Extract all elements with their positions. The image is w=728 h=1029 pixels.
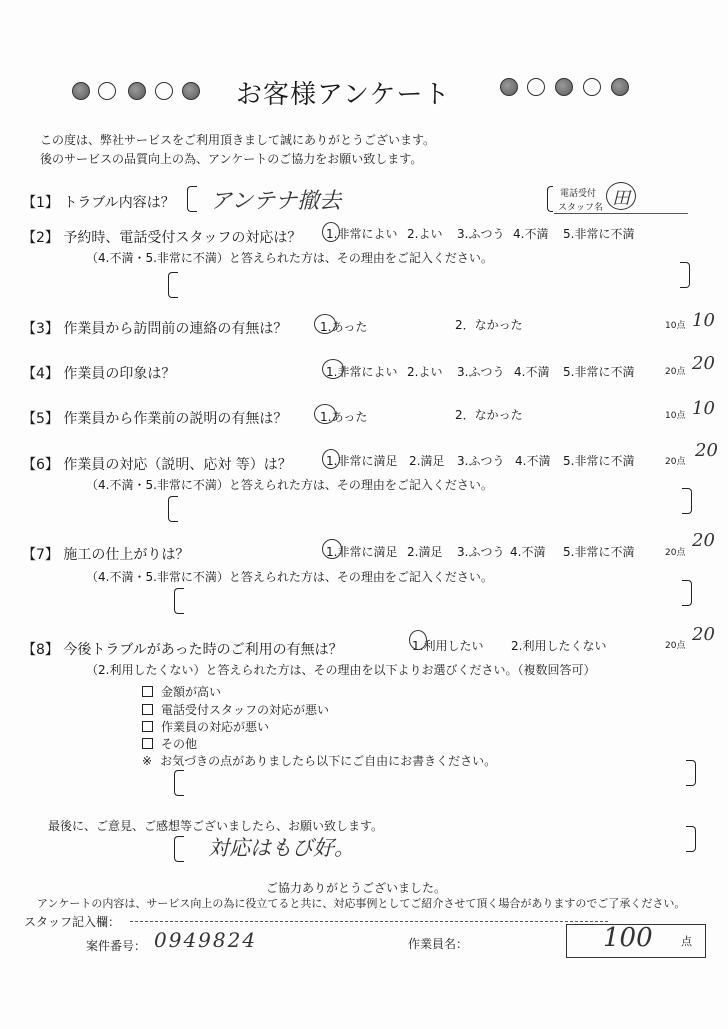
footer-thanks: ご協力ありがとうございました。: [266, 881, 447, 895]
final-comment-prompt: 最後に、ご意見、ご感想等ございましたら、お願い致します。: [48, 819, 384, 833]
question-1-label: 【1】 トラブル内容は？: [22, 195, 175, 211]
footer-notice: アンケートの内容は、サービス向上の為に役立てると共に、対応事例としてご紹介させて頂く場合がありますのでご了承ください。: [37, 897, 686, 910]
answer-bracket-right: [682, 580, 692, 606]
worker-name-label: 作業員名：: [408, 937, 469, 951]
q7-reason-prompt: （4.不満・5.非常に不満）と答えられた方は、その理由をご記入ください。: [86, 570, 493, 584]
q2-option: 4.不満: [513, 227, 549, 241]
question-7-label: 【7】 施工の仕上がりは？: [22, 547, 190, 563]
q8-free-note: [142, 752, 496, 769]
q7-option: 1.非常に満足: [326, 545, 398, 559]
q8-option: 1.利用したい: [412, 639, 484, 653]
q5-option: 2．なかった: [455, 408, 523, 422]
q4-points: 20点: [665, 367, 686, 377]
header-dot-icon: [155, 82, 173, 100]
q7-option: 2.満足: [407, 545, 443, 559]
intro-line: 後のサービスの品質向上の為、アンケートのご協力をお願い致します。: [40, 152, 423, 166]
question-5-label: 【5】 作業員から作業前の説明の有無は？: [22, 411, 288, 427]
answer-bracket-right: [686, 760, 696, 786]
q4-option: 3.ふつう: [457, 365, 505, 379]
reference-mark-icon: ※: [142, 754, 153, 768]
header-dot-icon: [182, 82, 200, 100]
total-score-value: 100: [603, 923, 653, 953]
staff-label-name: スタッフ名: [558, 203, 604, 213]
q5-score: 10: [692, 398, 715, 419]
question-8-label: 【8】 今後トラブルがあった時のご利用の有無は？: [22, 642, 343, 658]
q3-option: 2．なかった: [455, 318, 523, 332]
page-title: お客様アンケート: [236, 80, 451, 110]
q7-points: 20点: [665, 548, 686, 558]
q7-option: 3.ふつう: [457, 545, 505, 559]
answer-bracket-right: [686, 826, 696, 852]
q6-option: 5.非常に不満: [563, 454, 635, 468]
selected-answer-circle-icon: [322, 359, 344, 379]
q8-points: 20点: [665, 641, 686, 651]
question-6-label: 【6】 作業員の対応（説明、応対 等）は？: [22, 457, 292, 473]
staff-label-phone: 電話受付: [560, 189, 597, 199]
q8-check-label: その他: [161, 737, 198, 751]
q8-free-note-text: お気づきの点がありましたら以下にご自由にお書きください。: [160, 754, 497, 768]
question-2-label: 【2】 予約時、電話受付スタッフの対応は？: [22, 230, 302, 246]
q7-option: 4.不満: [510, 545, 546, 559]
q4-option: 5.非常に不満: [563, 365, 635, 379]
q8-check-item[interactable]: [142, 701, 329, 718]
q8-check-label: 金額が高い: [161, 685, 222, 699]
intro-line: この度は、弊社サービスをご利用頂きまして誠にありがとうございます。: [40, 133, 436, 147]
q7-score: 20: [692, 530, 715, 551]
q4-option: 2.よい: [407, 365, 443, 379]
answer-bracket-right: [680, 262, 690, 288]
selected-answer-circle-icon: [409, 630, 427, 650]
header-dot-icon: [611, 78, 629, 96]
question-3-label: 【3】 作業員から訪問前の連絡の有無は？: [22, 321, 288, 337]
selected-answer-circle-icon: [314, 314, 336, 334]
q4-option: 4.不満: [514, 365, 550, 379]
q3-option: 1.あった: [320, 320, 368, 334]
q6-score: 20: [695, 440, 718, 461]
q3-points: 10点: [665, 321, 686, 331]
q8-check-item[interactable]: [142, 735, 197, 752]
q8-check-label: 作業員の対応が悪い: [161, 720, 270, 734]
q6-option: 3.ふつう: [457, 454, 505, 468]
q6-option: 4.不満: [515, 454, 551, 468]
q6-reason-prompt: （4.不満・5.非常に不満）と答えられた方は、その理由をご記入ください。: [86, 478, 493, 492]
staff-name-underline: [554, 213, 688, 214]
header-dot-icon: [500, 78, 518, 96]
q2-option: 3.ふつう: [457, 227, 505, 241]
q6-points: 20点: [665, 457, 686, 467]
q3-score: 10: [692, 310, 715, 331]
staff-section-label: スタッフ記入欄：: [24, 915, 121, 929]
checkbox-icon[interactable]: [142, 721, 153, 732]
q5-points: 10点: [665, 411, 686, 421]
checkbox-icon[interactable]: [142, 686, 153, 697]
q4-option: 1.非常によい: [326, 365, 398, 379]
answer-bracket-left: [168, 272, 178, 298]
q8-check-item[interactable]: [142, 718, 269, 735]
q2-option: 2.よい: [407, 227, 443, 241]
q7-option: 5.非常に不満: [563, 545, 635, 559]
header-dot-icon: [128, 82, 146, 100]
answer-bracket-left: [174, 836, 184, 862]
header-dot-icon: [583, 78, 601, 96]
checkbox-icon[interactable]: [142, 704, 153, 715]
q2-option: 1.非常によい: [326, 227, 398, 241]
final-comment-answer: 対応はもび好。: [208, 836, 355, 860]
header-dot-icon: [98, 82, 116, 100]
header-dot-icon: [527, 78, 545, 96]
staff-section-divider: [130, 921, 608, 922]
case-number-value: 0949824: [154, 928, 258, 952]
answer-bracket-left: [174, 770, 184, 796]
header-dot-icon: [72, 82, 90, 100]
selected-answer-circle-icon: [322, 449, 340, 469]
q8-check-item[interactable]: [142, 683, 221, 700]
total-score-box: [566, 924, 706, 958]
answer-bracket-left: [547, 186, 553, 212]
q6-option: 2.満足: [409, 454, 445, 468]
q2-option: 5.非常に不満: [563, 227, 635, 241]
case-number-label: 案件番号：: [86, 939, 147, 953]
header-dot-icon: [555, 78, 573, 96]
selected-answer-circle-icon: [314, 404, 336, 424]
answer-bracket-left: [187, 186, 197, 212]
staff-stamp-circle-icon: [606, 182, 636, 210]
q4-score: 20: [692, 353, 715, 374]
answer-bracket-left: [174, 588, 184, 614]
checkbox-icon[interactable]: [142, 738, 153, 749]
selected-answer-circle-icon: [322, 539, 342, 559]
q8-option: 2.利用したくない: [511, 639, 607, 653]
q8-check-label: 電話受付スタッフの対応が悪い: [161, 703, 330, 717]
q6-option: 1.非常に満足: [326, 454, 398, 468]
answer-bracket-left: [168, 496, 178, 522]
q8-score: 20: [692, 624, 715, 645]
q8-reason-prompt: （2.利用したくない）と答えられた方は、その理由を以下よりお選びください。（複数回答可）: [86, 663, 596, 677]
question-1-answer: アンテナ撤去: [210, 189, 342, 214]
q5-option: 1.あった: [320, 410, 368, 424]
total-score-unit: 点: [681, 935, 692, 948]
staff-name-stamp: 田: [612, 188, 630, 209]
question-4-label: 【4】 作業員の印象は？: [22, 366, 176, 382]
selected-answer-circle-icon: [322, 222, 340, 242]
answer-bracket-right: [682, 488, 692, 514]
q2-reason-prompt: （4.不満・5.非常に不満）と答えられた方は、その理由をご記入ください。: [86, 251, 493, 265]
